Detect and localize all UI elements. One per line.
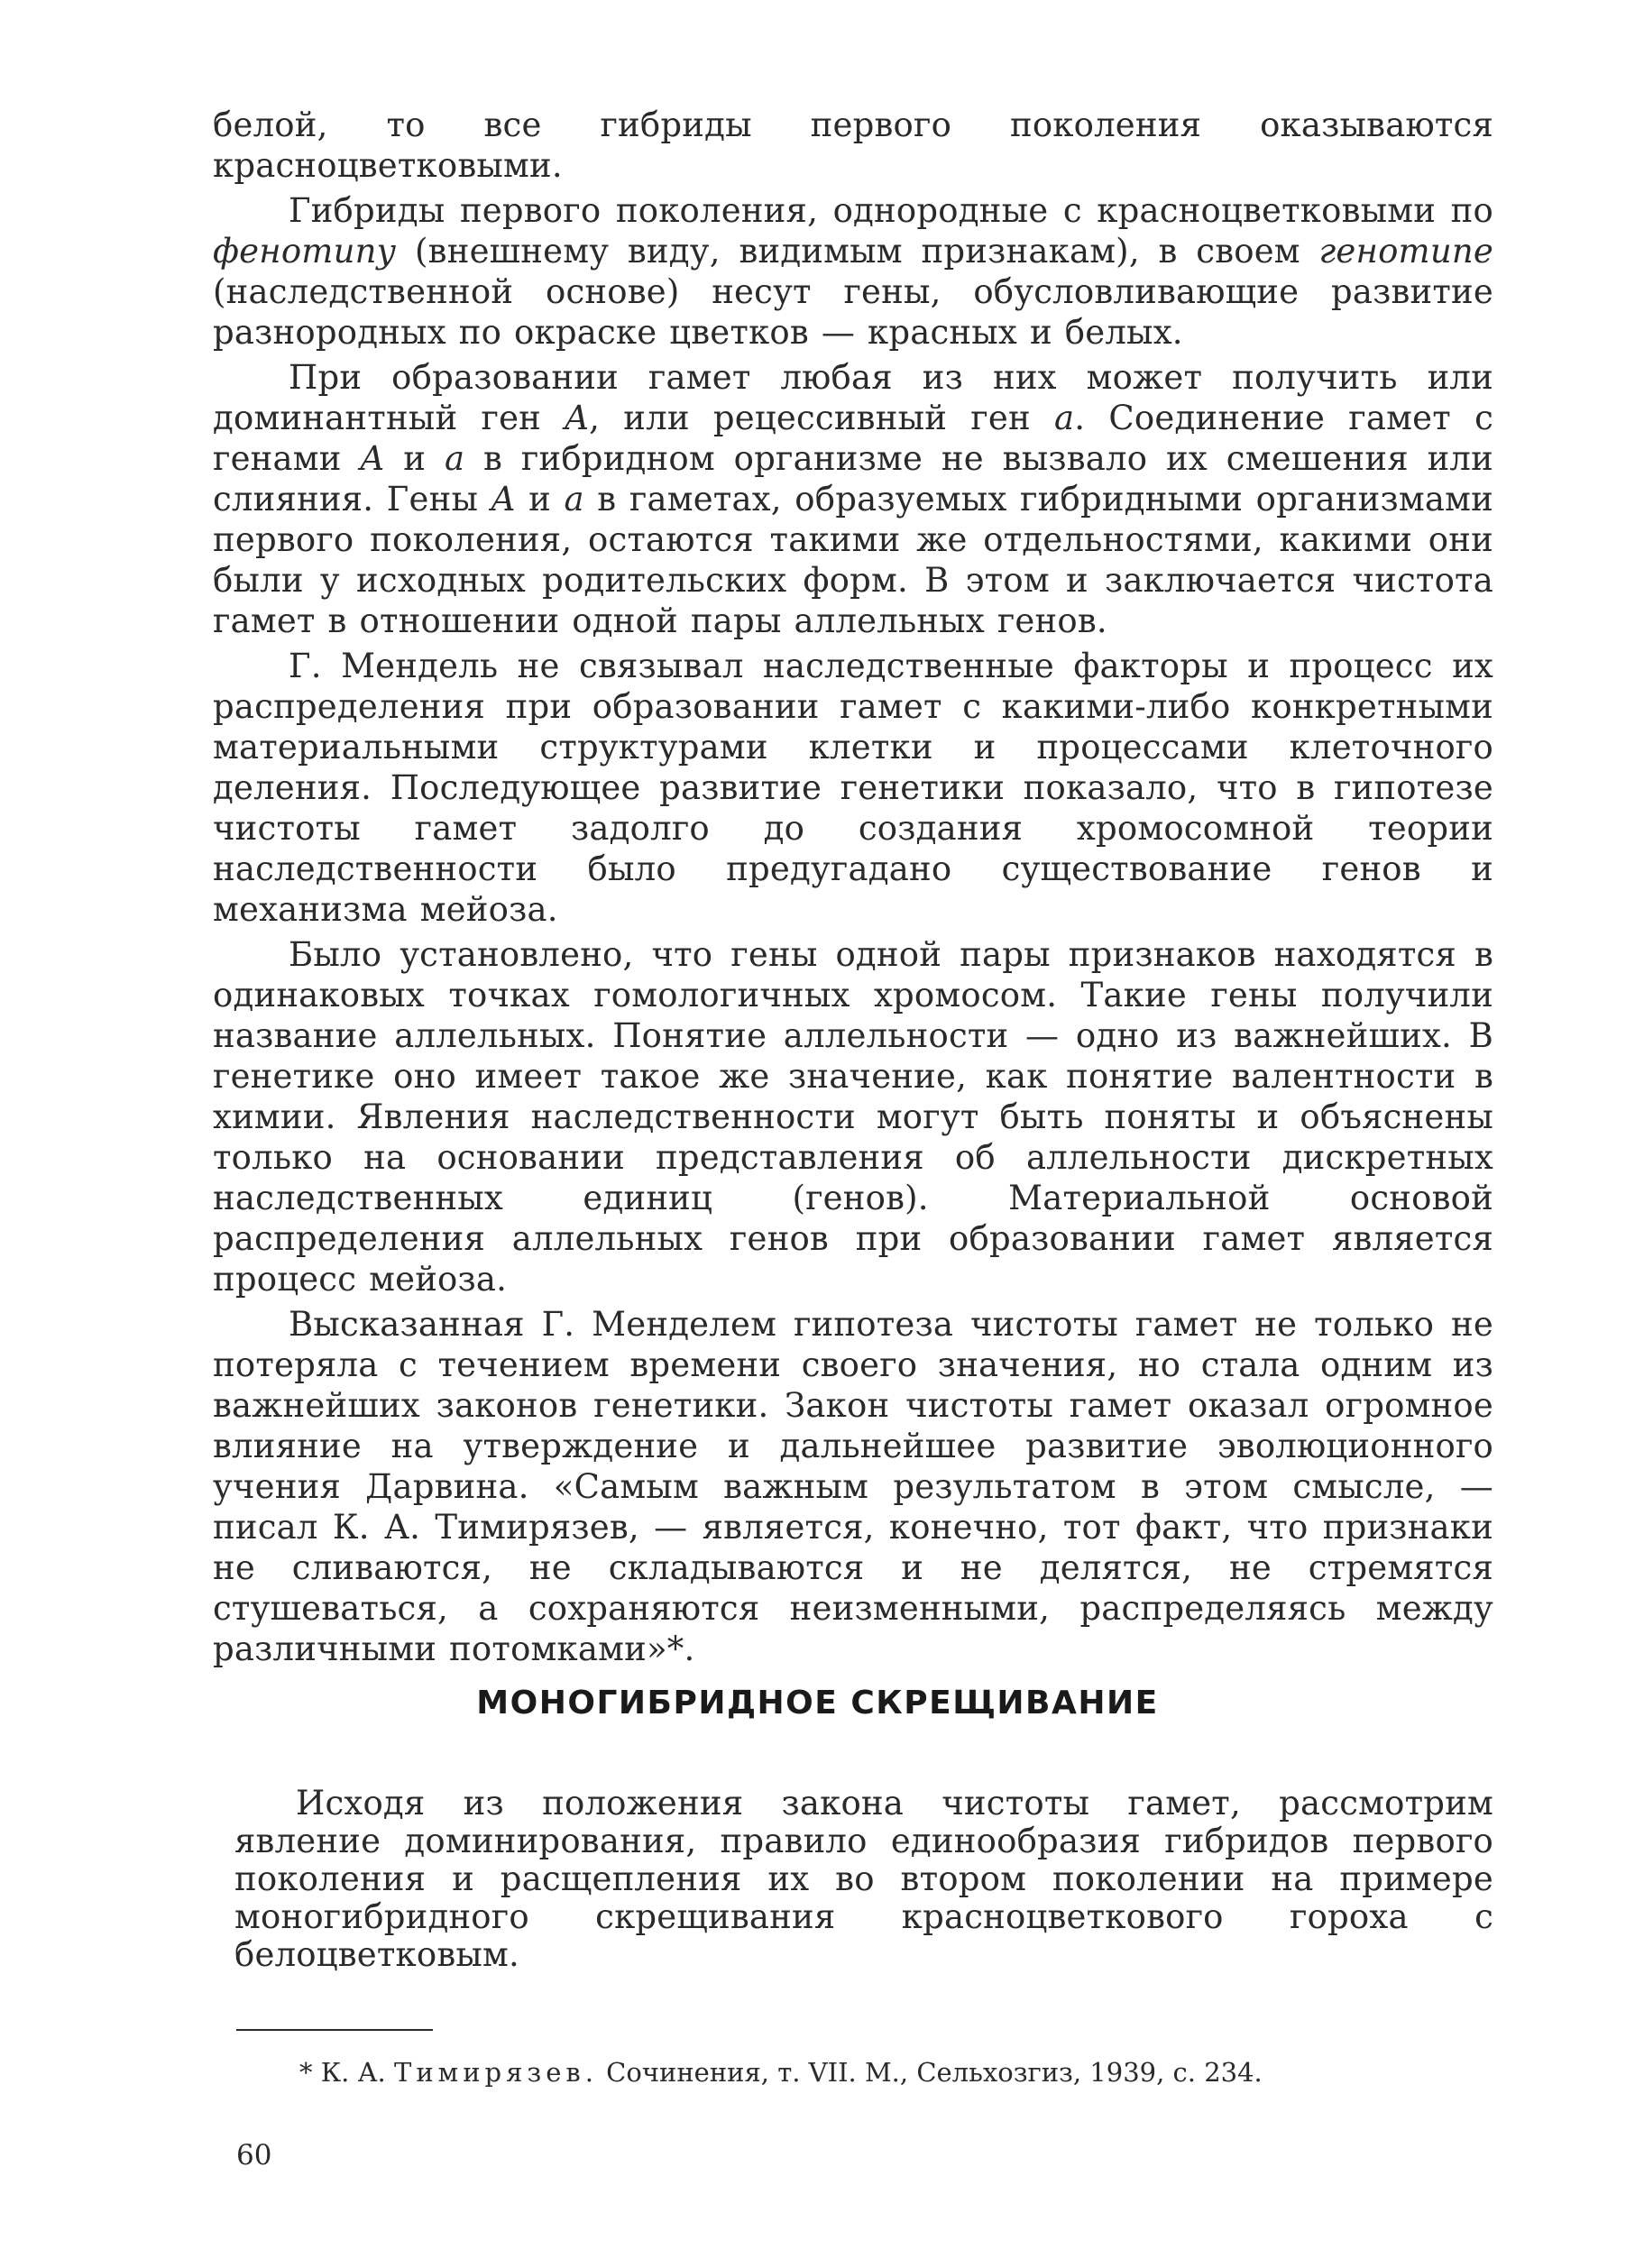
italic-term: A [360,439,385,478]
text-run: в гибридном организме не вызвало их смешения или слияния. Гены [213,439,1493,519]
footnote-author: Тимирязев. [394,2057,598,2088]
text-run: белой, то все гибриды первого поколения оказываются красноцветковыми. [213,106,1493,185]
text-run: Г. Мендель не связывал наследственные факторы и процесс их распределения при образовании гамет с какими-либо конкретными материальными структурами клетки и процессами клеточного деления. Последующее развитие генетики показало, что в гипотезе чистоты гамет задолго до создания хромосомной теории наследственности было предугадано существование генов и механизма мейоза. [213,647,1493,929]
italic-term: A [565,399,590,437]
paragraph-5 [213,934,1493,1299]
italic-term: a [1054,399,1075,437]
text-run: Гибриды первого поколения, однородные с красноцветковыми по [289,191,1493,230]
italic-term: a [564,480,584,519]
paragraph-7: Исходя из положения закона чистоты гамет, рассмотрим явление доминирования, правило единообразия гибридов первого поколения и расщепления их во втором поколении на примере моногибридного скрещивания красноцветкового гороха с белоцветковым. [234,1784,1493,1974]
italic-term: a [444,439,465,478]
text-run: (наследственной основе) несут гены, обусловливающие развитие разнородных по окраске цветков — красных и белых. [213,272,1493,352]
paragraph-3 [213,357,1493,641]
page-number: 60 [236,2139,272,2172]
text-run: Было установлено, что гены одной пары признаков находятся в одинаковых точках гомологичных хромосом. Такие гены получили название аллельных. Понятие аллельности — одно из важнейших. В генетике оно имеет такое же значение, как понятие валентности в химии. Явления наследственности могут быть поняты и объяснены только на основании представления об аллельности дискретных наследственных единиц (генов). Материальной основой распределения аллельных генов при образовании гамет является процесс мейоза. [213,935,1493,1299]
text-run: . Соединение гамет с генами [213,399,1493,478]
footnote-marker: * К. А. [299,2057,386,2088]
text-run: (внешнему виду, видимым признакам), в своем [396,232,1319,271]
section-heading: МОНОГИБРИДНОЕ СКРЕЩИВАНИЕ [476,1685,1159,1722]
paragraph-4 [213,646,1493,930]
paragraph-1 [213,105,1493,186]
paragraph-2 [213,190,1493,353]
text-run: и [384,439,445,478]
footnote-reference: Сочинения, т. VII. М., Сельхозгиз, 1939, с. 234. [606,2057,1263,2088]
text-run: в гаметах, образуемых гибридными организмами первого поколения, остаются такими же отдельностями, какими они были у исходных родительских форм. В этом и заключается чистота гамет в отношении одной пары аллельных генов. [213,480,1493,640]
italic-term: генотипе [1318,232,1493,271]
text-run: При образовании гамет любая из них может получить или доминантный ген [213,358,1493,437]
body-text-bottom [234,1785,1493,1974]
text-run: Высказанная Г. Менделем гипотеза чистоты гамет не только не потеряла с течением времени своего значения, но стала одним из важнейших законов генетики. Закон чистоты гамет оказал огромное влияние на утверждение и дальнейшее развитие эволюционного учения Дарвина. «Самым важным результатом в этом смысле, — писал К. А. Тимирязев, — является, конечно, тот факт, что признаки не сливаются, не складываются и не делятся, не стремятся стушеваться, а сохраняются неизменными, распределяясь между различными потомками»*. [213,1305,1493,1668]
text-run: , или рецессивный ген [589,399,1054,437]
text-run: и [515,480,565,519]
italic-term: фенотипу [213,232,397,271]
paragraph-6 [213,1304,1493,1669]
body-text-top [213,105,1493,1669]
footnote-divider [236,2029,433,2031]
footnote [299,2056,1263,2089]
italic-term: A [491,480,516,519]
